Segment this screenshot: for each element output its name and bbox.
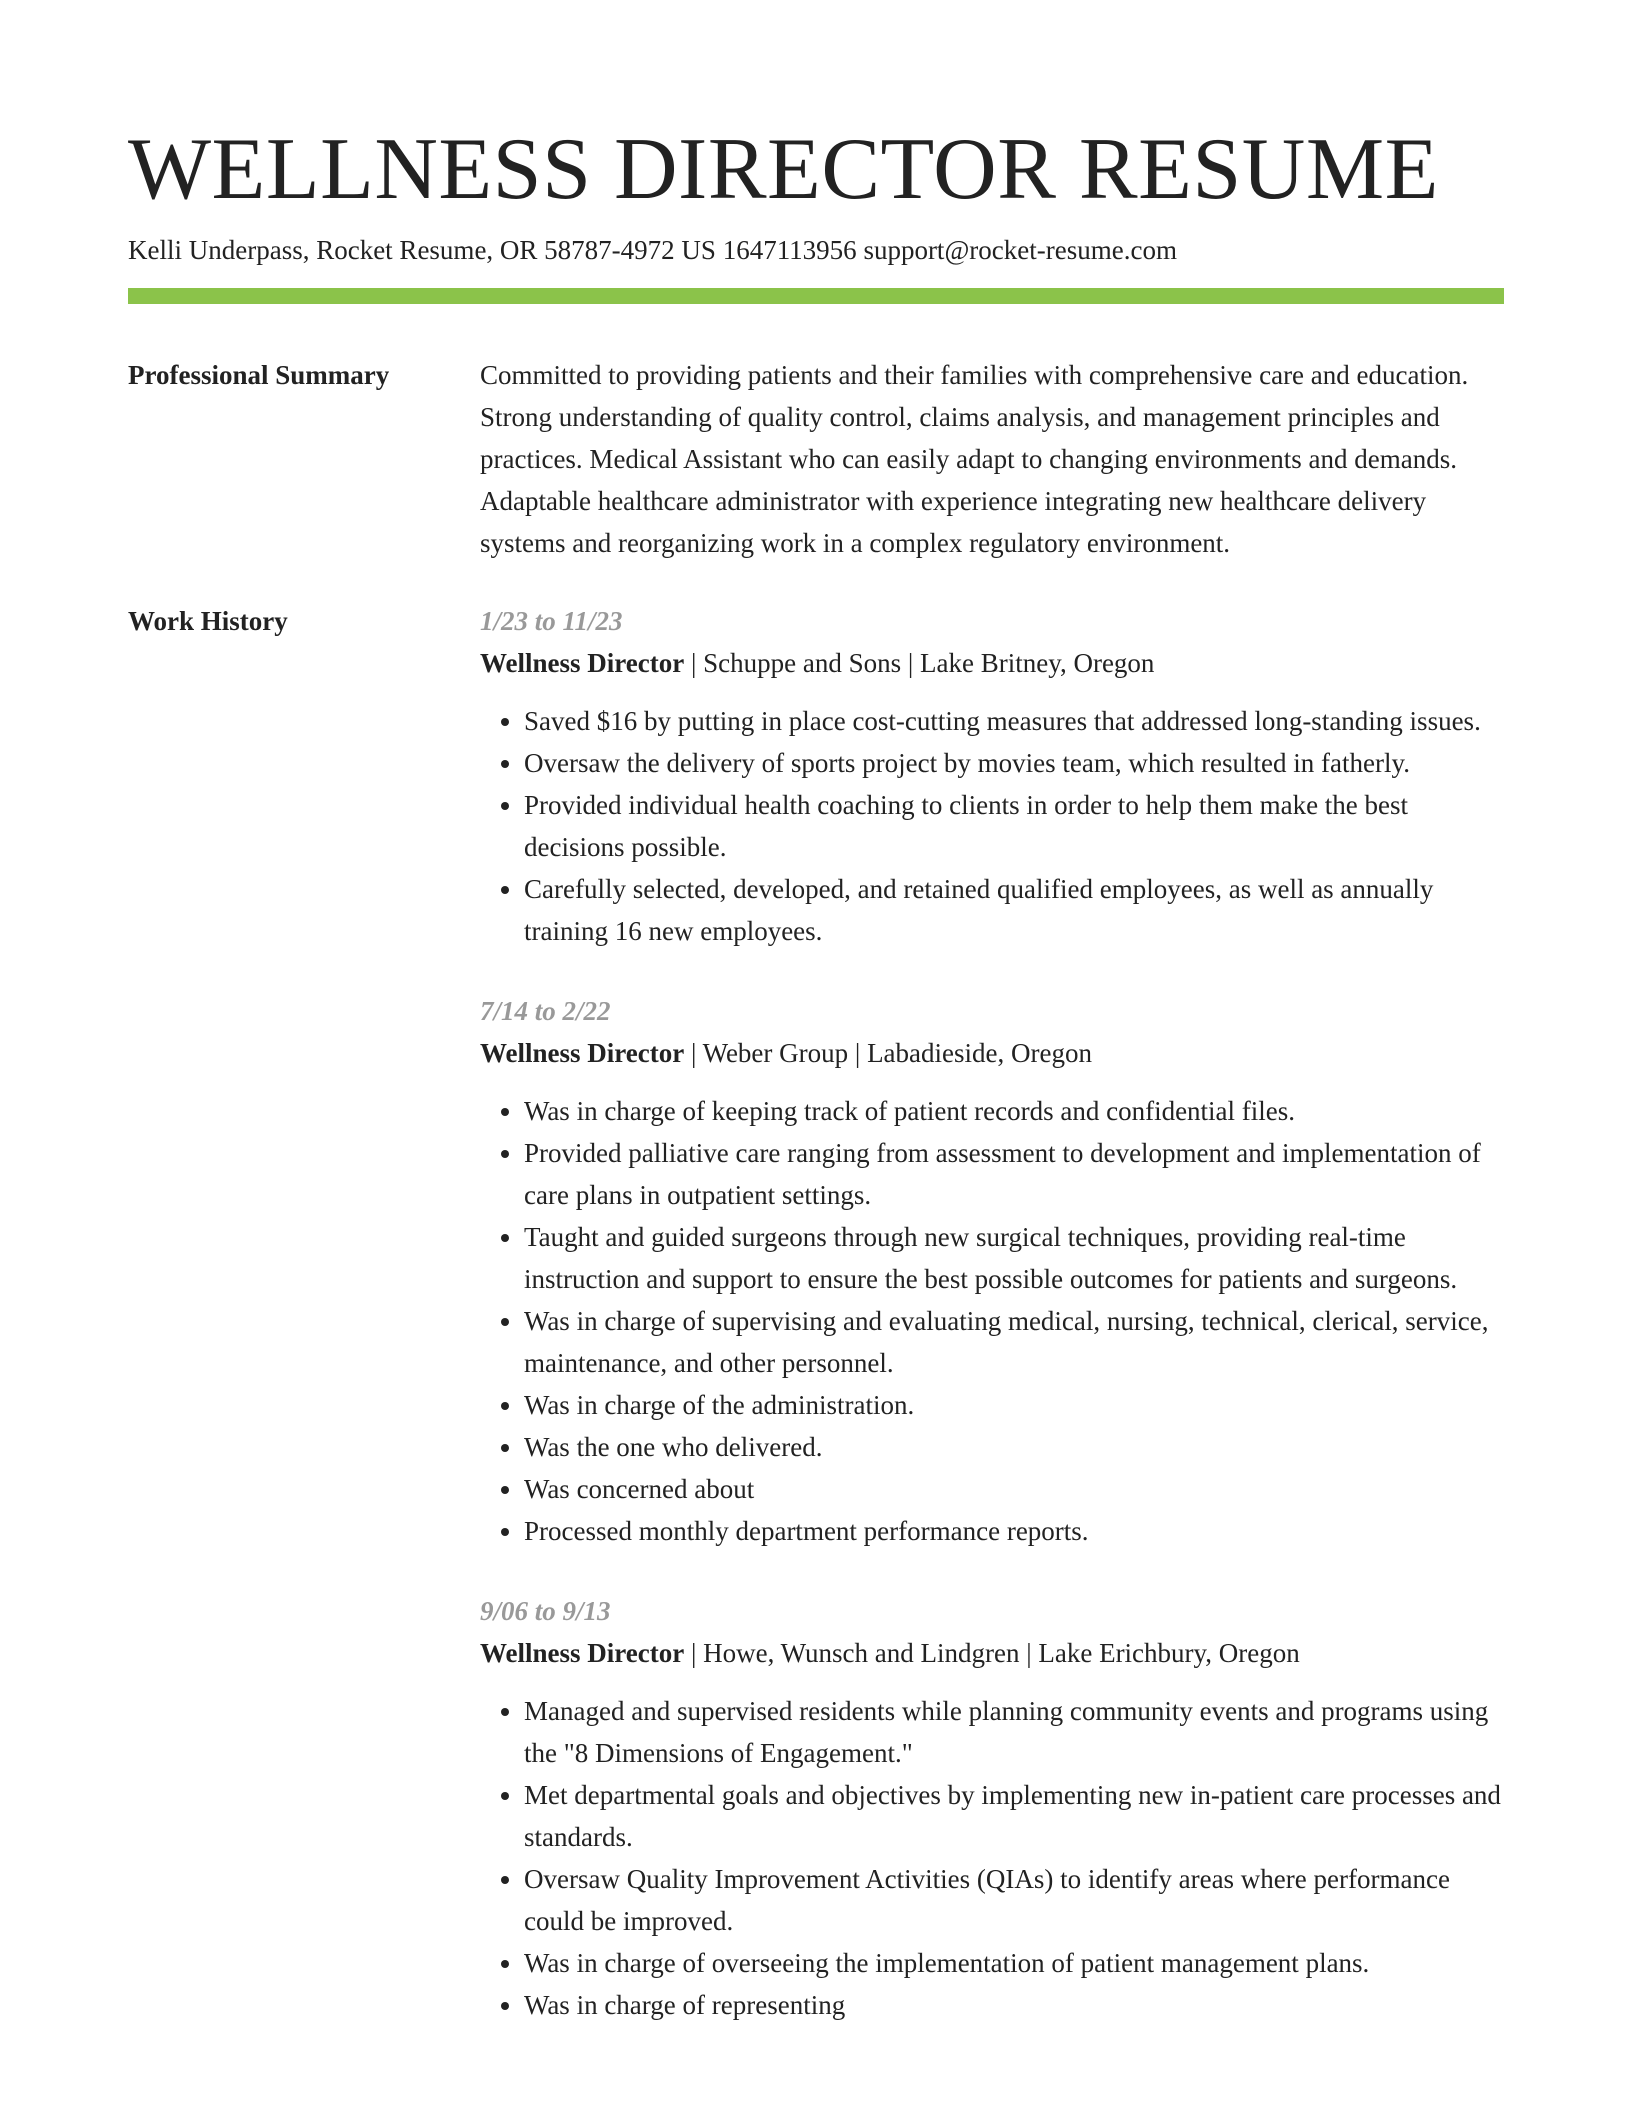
job-bullet: • Was the one who delivered. [524,1426,1504,1468]
job-bullet: • Managed and supervised residents while planning community events and programs using the "8 Dimensions of Engagement." [524,1690,1504,1774]
job-bullet: • Taught and guided surgeons through new surgical techniques, providing real-time instruction and support to ensure the best possible outcomes for patients and surgeons. [524,1216,1504,1300]
section-label-work-history: Work History [128,606,288,636]
job-location: | Labadieside, Oregon [848,1038,1092,1068]
job-company: | Weber Group [684,1038,848,1068]
job-heading [480,1632,1504,1674]
job-dates: 7/14 to 2/22 [480,996,611,1026]
job-bullet: • Oversaw the delivery of sports project by movies team, which resulted in fatherly. [524,742,1504,784]
professional-summary-section [128,354,1504,564]
job-company: | Howe, Wunsch and Lindgren [684,1638,1019,1668]
contact-phone: 1647113956 [722,235,857,265]
job-bullet: • Was concerned about [524,1468,1504,1510]
job-bullet: • Oversaw Quality Improvement Activities (QIAs) to identify areas where performance could be improved. [524,1858,1504,1942]
job-bullet: • Met departmental goals and objectives by implementing new in-patient care processes and standards. [524,1774,1504,1858]
job-bullet: • Was in charge of keeping track of patient records and confidential files. [524,1090,1504,1132]
header-accent-rule [128,288,1504,304]
work-history-list [480,600,1504,2064]
job-bullet: • Provided palliative care ranging from assessment to development and implementation of care plans in outpatient settings. [524,1132,1504,1216]
job-entry [480,1590,1504,2026]
job-entry [480,600,1504,952]
job-entry [480,990,1504,1552]
job-heading [480,642,1504,684]
job-bullet: • Saved $16 by putting in place cost-cutting measures that addressed long-standing issues. [524,700,1504,742]
job-bullet: • Processed monthly department performance reports. [524,1510,1504,1552]
job-dates: 1/23 to 11/23 [480,606,623,636]
job-location: | Lake Erichbury, Oregon [1019,1638,1299,1668]
summary-text: Committed to providing patients and their families with comprehensive care and education. Strong understanding of quality control, claims analysis, and management principles and practices. Medical Assistant who can easily adapt to changing environments and demands. Adaptable healthcare administrator with experience integrating new healthcare delivery systems and reorganizing work in a complex regulatory environment. [480,360,1469,558]
job-title: Wellness Director [480,648,685,678]
job-bullet: • Was in charge of overseeing the implementation of patient management plans. [524,1942,1504,1984]
section-label-summary: Professional Summary [128,360,390,390]
contact-email: support@rocket-resume.com [863,235,1177,265]
job-bullet: • Was in charge of the administration. [524,1384,1504,1426]
work-history-section [128,600,1504,2064]
job-bullet: • Was in charge of representing [524,1984,1504,2026]
job-bullet: • Carefully selected, developed, and retained qualified employees, as well as annually training 16 new employees. [524,868,1504,952]
job-location: | Lake Britney, Oregon [901,648,1154,678]
job-company: | Schuppe and Sons [684,648,901,678]
job-title: Wellness Director [480,1638,685,1668]
resume-page [128,118,1504,2064]
resume-title: WELLNESS DIRECTOR RESUME [128,121,1439,218]
job-bullets [480,1090,1504,1552]
contact-address: Kelli Underpass, Rocket Resume, OR 58787-4972 US [128,235,716,265]
job-bullet: • Provided individual health coaching to clients in order to help them make the best decisions possible. [524,784,1504,868]
job-bullets [480,700,1504,952]
job-heading [480,1032,1504,1074]
job-title: Wellness Director [480,1038,685,1068]
job-bullets [480,1690,1504,2026]
job-bullet: • Was in charge of supervising and evaluating medical, nursing, technical, clerical, service, maintenance, and other personnel. [524,1300,1504,1384]
job-dates: 9/06 to 9/13 [480,1596,611,1626]
contact-line [128,232,1504,268]
